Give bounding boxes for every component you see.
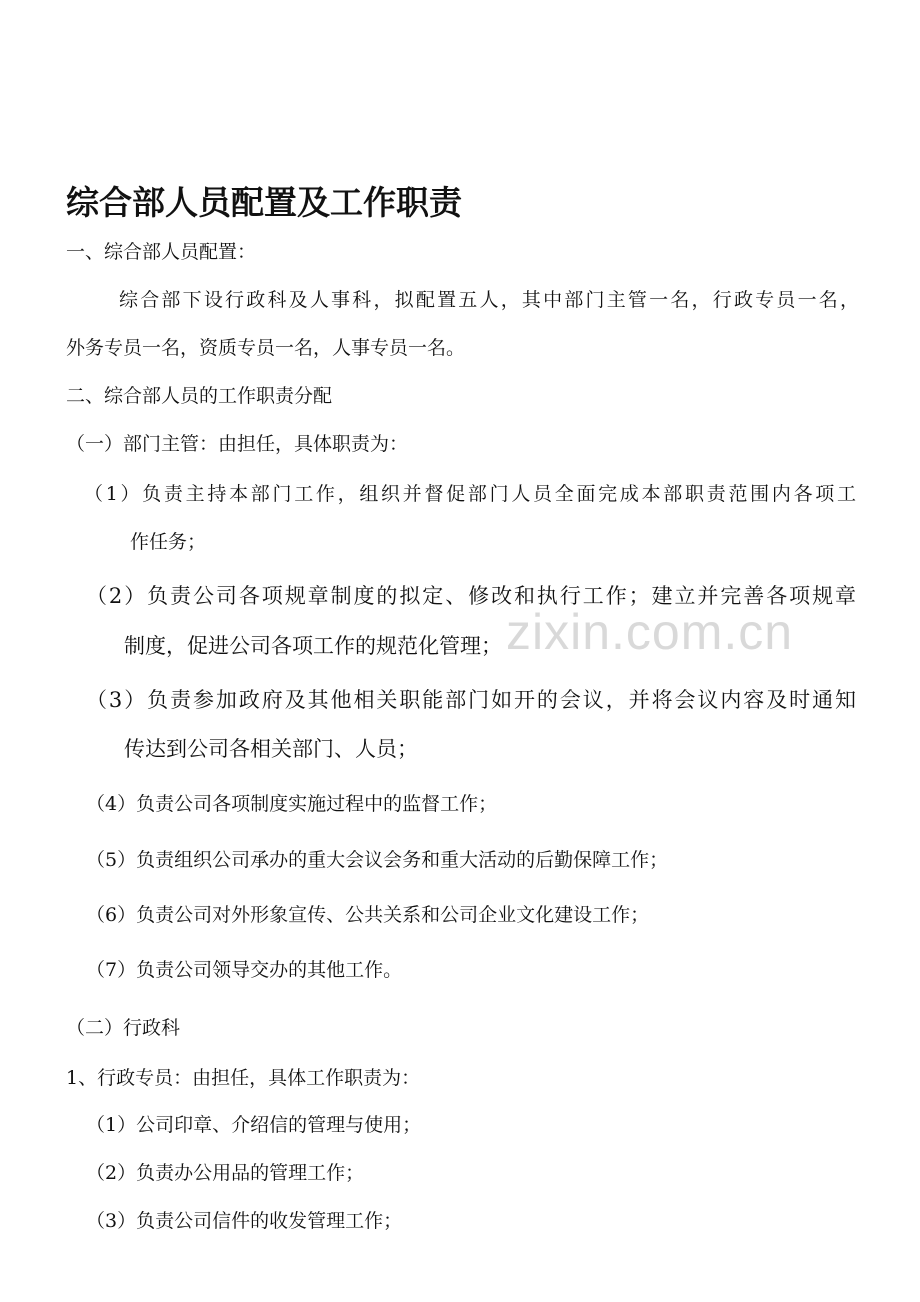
- watermark-text: zixin.com.cn: [506, 604, 794, 660]
- subsection-heading-admin: （二）行政科: [66, 1017, 181, 1039]
- list-item: （6）负责公司对外形象宣传、公共关系和公司企业文化建设工作；: [86, 904, 650, 926]
- list-item: （4）负责公司各项制度实施过程中的监督工作；: [86, 793, 498, 815]
- list-item: （1）公司印章、介绍信的管理与使用；: [86, 1114, 422, 1136]
- paragraph-line: 外务专员一名，资质专员一名，人事专员一名。: [66, 337, 466, 359]
- list-item: （2）负责公司各项规章制度的拟定、修改和执行工作；建立并完善各项规章: [86, 584, 856, 608]
- list-item-continuation: 制度，促进公司各项工作的规范化管理；: [124, 634, 502, 658]
- section-heading-duties: 二、综合部人员的工作职责分配: [66, 385, 333, 407]
- list-item: （2）负责办公用品的管理工作；: [86, 1162, 365, 1184]
- list-item-continuation: 作任务；: [130, 531, 207, 553]
- list-item: （5）负责组织公司承办的重大会议会务和重大活动的后勤保障工作；: [86, 849, 669, 871]
- role-heading-admin-specialist: 1、行政专员：由担任，具体工作职责为：: [66, 1067, 421, 1089]
- subsection-heading-manager: （一）部门主管：由担任，具体职责为：: [66, 433, 409, 455]
- section-heading-staffing: 一、综合部人员配置：: [66, 241, 257, 263]
- list-item: （1）负责主持本部门工作，组织并督促部门人员全面完成本部职责范围内各项工: [84, 483, 856, 505]
- list-item: （3）负责参加政府及其他相关职能部门如开的会议，并将会议内容及时通知: [86, 688, 856, 712]
- list-item-continuation: 传达到公司各相关部门、人员；: [124, 737, 418, 761]
- list-item: （3）负责公司信件的收发管理工作；: [86, 1210, 403, 1232]
- list-item: （7）负责公司领导交办的其他工作。: [86, 959, 403, 981]
- paragraph-line: 综合部下设行政科及人事科，拟配置五人，其中部门主管一名，行政专员一名，: [119, 289, 859, 311]
- document-title: 综合部人员配置及工作职责: [66, 183, 462, 222]
